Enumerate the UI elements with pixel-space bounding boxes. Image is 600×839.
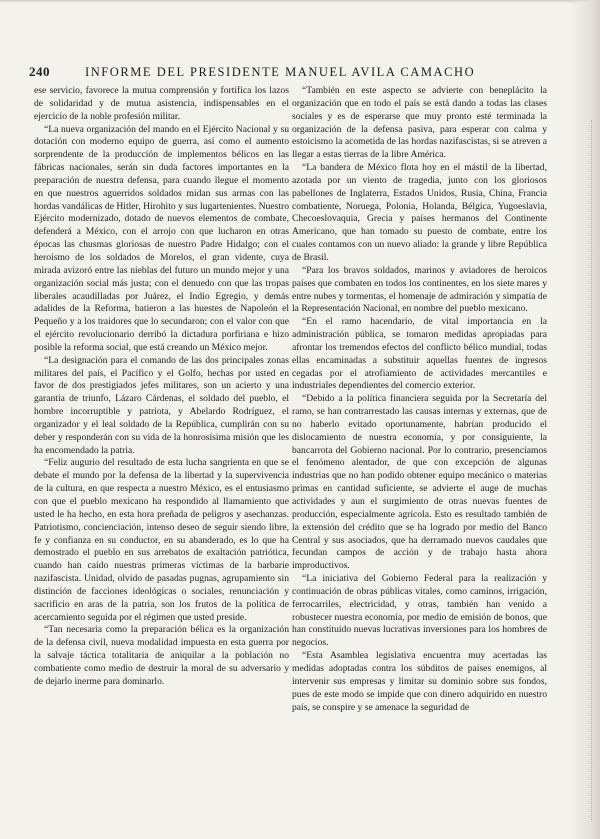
paragraph: “La iniciativa del Gobierno Federal para la realización y continuación de obras públicas vitales, como caminos, irrigación, ferrocarriles, electricidad, y otras, también han venido a robustecer nuestra economía, por medio de emisión de bonos, que han constituido nuevas lucrativas inversiones para los hombres de negocios.	[292, 573, 547, 649]
scan-right-edge	[570, 0, 600, 839]
page-number: 240	[29, 64, 50, 79]
paragraph: ese servicio, favorece la mutua comprensión y fortifica los lazos de solidaridad y de mutua asistencia, indispensables en el ejercicio de la noble profesión militar.	[34, 85, 289, 122]
running-head: INFORME DEL PRESIDENTE MANUEL AVILA CAMACHO	[85, 65, 476, 79]
paragraph: “Feliz augurio del resultado de esta lucha sangrienta en que se debate el mundo por la defensa de la libertad y la supervivencia de la cultura, en que respecta a nuestro México, es el entusiasmo con que el pueblo mexicano ha respondido al llamamiento que usted le ha hecho, en esta hora preñada de peligros y asechanzas. Patriotismo, concienciación, intenso deseo de seguir siendo libre, fe y confianza en su conductor, en su abanderado, es lo que ha demostrado el pueblo en sus arrebatos de exaltación patriótica, cuando han caído nuestras primeras víctimas de la barbarie nazifascista. Unidad, olvido de pasadas pugnas, agrupamiento sin distinción de facciones ideológicas o sociales, renunciación y sacrificio en aras de la patria, son los frutos de la política de acercamiento seguida por el régimen que usted preside.	[34, 457, 289, 623]
right-column	[292, 85, 547, 714]
paragraph: “Para los bravos soldados, marinos y aviadores de heroicos países que combaten en todos los continentes, en los siete mares y entre nubes y tormentas, el homenaje de admiración y simpatía de la Representación Nacional, en nombre del pueblo mexicano.	[292, 264, 547, 315]
paragraph: “La designación para el comando de las dos principales zonas militares del país, el Pacífico y el Golfo, hechas por usted en favor de dos prestigiados jefes militares, son un acierto y una garantía de triunfo, Lázaro Cárdenas, el soldado del pueblo, el hombre incorruptible y patriota, y Abelardo Rodríguez, el organizador y el leal soldado de la República, cumplirán con su deber y responderán con su vida de la honrosísima misión que les ha encomendado la patria.	[34, 354, 289, 456]
paragraph: “También en este aspecto se advierte con beneplácito la organización que en todo el país se está dando a todas las clases sociales y es de esperarse que muy pronto esté terminada la organización de la defensa pasiva, para esperar con calma y estoicismo la acometida de las hordas nazifascistas, si se atreven a llegar a estas tierras de la libre América.	[292, 85, 547, 161]
paragraph: “Esta Asamblea legislativa encuentra muy acertadas las medidas adoptadas contra los súbditos de países enemigos, al intervenir sus empresas y limitar su dominio sobre sus fondos, pues de este modo se impide que con dinero adquirido en nuestro país, se conspire y se amenace la seguridad de	[292, 650, 547, 713]
left-column	[34, 85, 289, 689]
page-header	[29, 64, 559, 80]
paragraph: “Debido a la política financiera seguida por la Secretaría del ramo, se han contrarrestado las causas internas y externas, que de no haberlo evitado oportunamente, habrían producido el dislocamiento de nuestra economía, y por consiguiente, la bancarrota del Gobierno nacional. Por lo contrario, presenciamos el fenómeno alentador, de que con excepción de algunas industrias que no han podido obtener equipo mecánico o materias primas en cantidad suficiente, se advierte el auge de muchas actividades y aun el surgimiento de otras nuevas fuentes de producción, especialmente agrícola. Esto es resultado también de la extensión del crédito que se ha logrado por medio del Banco Central y sus asociados, que ha derramado nuevos caudales que fecundan campos de acción y de trabajo hasta ahora improductivos.	[292, 393, 547, 572]
paragraph: “En el ramo hacendario, de vital importancia en la administración pública, se tomaron medidas apropiadas para afrontar los tremendos efectos del conflicto bélico mundial, todas ellas encaminadas a substituir aquellas fuentes de ingresos cegadas por el atrofiamiento de actividades mercantiles e industriales dependientes del comercio exterior.	[292, 316, 547, 392]
paragraph: “La nueva organización del mando en el Ejército Nacional y su dotación con moderno equipo de guerra, así como el aumento sorprendente de la producción de implementos bélicos en las fábricas nacionales, serán sin duda factores importantes en la preparación de nuestra defensa, para cuando llegue el momento en que nuestros aguerridos soldados midan sus armas con las hordas vandálicas de Hitler, Hirohito y sus lugartenientes. Nuestro Ejército modernizado, dotado de nuevos elementos de combate, defenderá a México, con el arrojo con que lucharon en otras épocas las chusmas gloriosas de nuestro Padre Hidalgo; con el heroísmo de los soldados de Morelos, el gran vidente, cuya mirada avizoró entre las nieblas del futuro un mundo mejor y una organización social más justa; con el denuedo con que las tropas liberales acaudilladas por Juárez, el Indio Egregio, y demás adalides de la Reforma, batieron a las huestes de Napoleón el Pequeño y a los traidores que lo secundaron; con el valor con que el ejército revolucionario derribó la dictadura porfiriana e hizo posible la reforma social, que está creando un México mejor.	[34, 123, 289, 353]
paragraph: “Tan necesaria como la preparación bélica es la organización de la defensa civil, nueva modalidad impuesta en esta guerra por la salvaje táctica totalitaria de aniquilar a la población no combatiente como medio de destruir la moral de su adversario y de dejarlo inerme para dominarlo.	[34, 624, 289, 687]
binding-rule	[591, 120, 592, 820]
scan-top-edge	[0, 0, 600, 3]
paragraph: “La bandera de México flota hoy en el mástil de la libertad, azotada por un viento de tragedia, junto con los gloriosos pabellones de Inglaterra, Estados Unidos, Rusia, China, Francia combatiente, Noruega, Polonia, Holanda, Bélgica, Yugoeslavia, Checoeslovaquia, Grecia y países hermanos del Continente Americano, que han tomado su puesto de combate, entre los cuales contamos con un nuevo aliado: la grande y libre República de Brasil.	[292, 162, 547, 263]
